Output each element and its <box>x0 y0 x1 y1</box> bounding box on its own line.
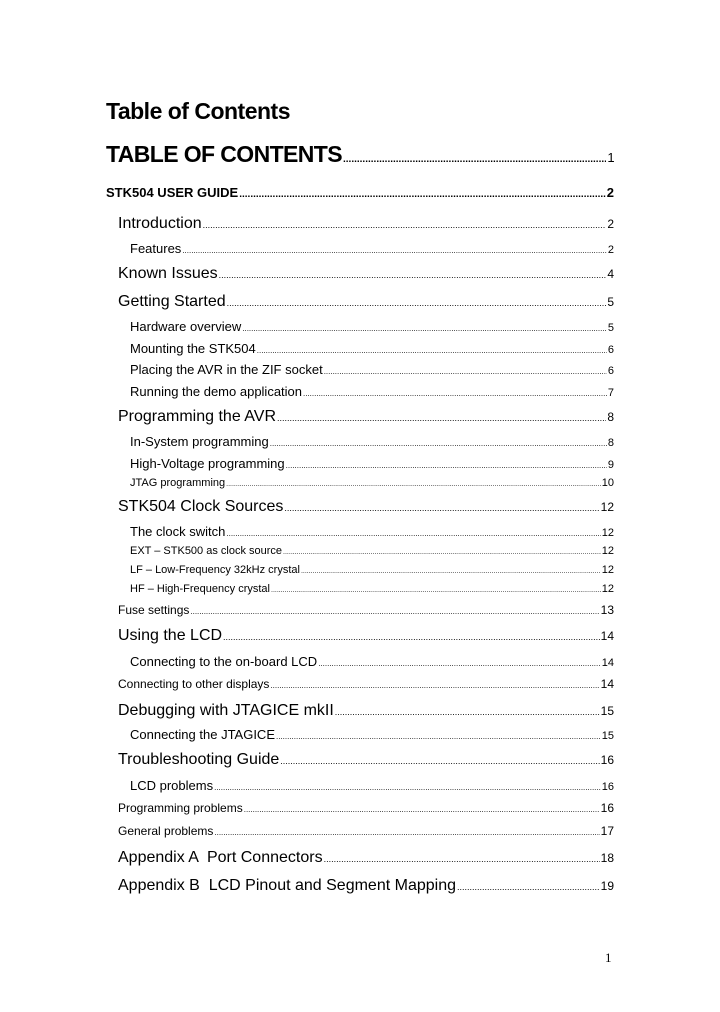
toc-entry-page: 19 <box>600 879 614 893</box>
toc-leader-dots <box>223 627 600 645</box>
toc-entry-label: STK504 USER GUIDE <box>106 185 239 200</box>
toc-entry-page: 6 <box>607 344 614 356</box>
toc-entry-appendix-a[interactable] <box>118 849 614 867</box>
toc-entry-running-the-demo[interactable] <box>130 384 614 399</box>
toc-entry-page: 16 <box>600 801 614 815</box>
toc-entry-label: Appendix B LCD Pinout and Segment Mapping <box>118 877 456 894</box>
toc-entry-page: 18 <box>600 851 614 865</box>
toc-leader-dots <box>303 384 607 399</box>
toc-entry-label: Known Issues <box>118 265 218 282</box>
page-number: 1 <box>605 950 612 965</box>
toc-entry-label: General problems <box>118 824 214 838</box>
toc-entry-label: Running the demo application <box>130 384 303 399</box>
toc-leader-dots <box>271 583 601 595</box>
toc-entry-page: 7 <box>607 387 614 399</box>
toc-entry-page: 12 <box>601 564 614 576</box>
toc-entry-page: 14 <box>601 657 614 669</box>
toc-entry-label: STK504 Clock Sources <box>118 498 284 515</box>
toc-entry-page: 5 <box>607 295 614 309</box>
toc-leader-dots <box>283 545 601 557</box>
toc-entry-getting-started[interactable] <box>118 293 614 311</box>
toc-entry-page: 12 <box>600 500 614 514</box>
toc-leader-dots <box>286 456 607 471</box>
toc-entry-general-problems[interactable] <box>118 824 614 838</box>
toc-entry-label: Mounting the STK504 <box>130 341 256 356</box>
toc-entry-introduction[interactable] <box>118 215 614 233</box>
toc-entry-table-of-contents[interactable] <box>106 141 614 168</box>
toc-leader-dots <box>270 677 599 691</box>
toc-entry-page: 1 <box>607 150 614 165</box>
toc-entry-lcd-problems[interactable] <box>130 778 614 793</box>
toc-entry-programming-problems[interactable] <box>118 801 614 815</box>
toc-leader-dots <box>244 801 600 815</box>
toc-entry-page: 17 <box>600 824 614 838</box>
toc-entry-label: Hardware overview <box>130 319 242 334</box>
toc-entry-debugging-jtagice[interactable] <box>118 702 614 720</box>
toc-entry-page: 14 <box>600 677 614 691</box>
toc-entry-page: 2 <box>607 217 614 231</box>
toc-entry-label: Connecting the JTAGICE <box>130 727 275 742</box>
toc-leader-dots <box>203 215 607 233</box>
toc-entry-connecting-onboard-lcd[interactable] <box>130 654 614 669</box>
toc-leader-dots <box>276 727 601 742</box>
toc-entry-hardware-overview[interactable] <box>130 319 614 334</box>
toc-entry-label: Introduction <box>118 215 202 232</box>
toc-leader-dots <box>227 293 607 311</box>
toc-entry-page: 16 <box>601 781 614 793</box>
toc-entry-programming-the-avr[interactable] <box>118 408 614 426</box>
toc-entry-connecting-the-jtagice[interactable] <box>130 727 614 742</box>
toc-entry-in-system-programming[interactable] <box>130 434 614 449</box>
toc-leader-dots <box>280 751 599 769</box>
toc-entry-page: 10 <box>601 477 614 489</box>
toc-entry-jtag-programming[interactable] <box>130 477 614 489</box>
toc-entry-label: In-System programming <box>130 434 269 449</box>
toc-leader-dots <box>242 319 607 334</box>
toc-entry-ext-clock[interactable] <box>130 545 614 557</box>
toc-entry-page: 12 <box>601 527 614 539</box>
toc-entry-label: Getting Started <box>118 293 226 310</box>
toc-leader-dots <box>190 603 599 617</box>
toc-leader-dots <box>457 877 600 895</box>
toc-entry-label: HF – High-Frequency crystal <box>130 583 270 595</box>
toc-entry-page: 4 <box>607 267 614 281</box>
toc-leader-dots <box>324 849 600 867</box>
toc-entry-label: The clock switch <box>130 524 226 539</box>
toc-entry-label: Programming problems <box>118 801 243 815</box>
toc-leader-dots <box>257 341 607 356</box>
toc-leader-dots <box>182 241 607 256</box>
toc-entry-page: 2 <box>607 244 614 256</box>
toc-entry-label: Debugging with JTAGICE mkII <box>118 702 334 719</box>
toc-entry-label: Connecting to the on-board LCD <box>130 654 318 669</box>
toc-entry-placing-the-avr[interactable] <box>130 362 614 377</box>
toc-entry-label: Placing the AVR in the ZIF socket <box>130 362 323 377</box>
toc-entry-page: 9 <box>607 459 614 471</box>
toc-leader-dots <box>239 185 606 200</box>
toc-leader-dots <box>343 141 606 168</box>
toc-leader-dots <box>226 477 601 489</box>
toc-entry-stk504-clock-sources[interactable] <box>118 498 614 516</box>
toc-entry-hf-crystal[interactable] <box>130 583 614 595</box>
toc-entry-page: 12 <box>601 583 614 595</box>
toc-entry-fuse-settings[interactable] <box>118 603 614 617</box>
toc-entry-connecting-other-displays[interactable] <box>118 677 614 691</box>
toc-leader-dots <box>270 434 607 449</box>
toc-entry-the-clock-switch[interactable] <box>130 524 614 539</box>
toc-entry-known-issues[interactable] <box>118 265 614 283</box>
toc-leader-dots <box>226 524 600 539</box>
toc-entry-mounting-the-stk504[interactable] <box>130 341 614 356</box>
toc-leader-dots <box>214 778 601 793</box>
toc-entry-troubleshooting-guide[interactable] <box>118 751 614 769</box>
toc-entry-label: LCD problems <box>130 778 214 793</box>
toc-entry-label: EXT – STK500 as clock source <box>130 545 283 557</box>
toc-entry-appendix-b[interactable] <box>118 877 614 895</box>
toc-leader-dots <box>277 408 606 426</box>
toc-entry-page: 16 <box>600 753 614 767</box>
toc-entry-page: 6 <box>607 365 614 377</box>
toc-entry-page: 15 <box>601 730 614 742</box>
page-title: Table of Contents <box>106 98 291 124</box>
toc-entry-label: High-Voltage programming <box>130 456 285 471</box>
toc-entry-stk504-user-guide[interactable] <box>106 185 614 200</box>
toc-leader-dots <box>335 702 600 720</box>
toc-entry-label: Using the LCD <box>118 627 223 644</box>
toc-leader-dots <box>214 824 599 838</box>
toc-entry-label: TABLE OF CONTENTS <box>106 141 342 167</box>
toc-entry-page: 14 <box>600 629 614 643</box>
toc-entry-page: 5 <box>607 322 614 334</box>
toc-leader-dots <box>301 564 601 576</box>
toc-entry-label: Features <box>130 241 182 256</box>
toc-entry-label: JTAG programming <box>130 477 226 489</box>
toc-entry-label: Fuse settings <box>118 603 190 617</box>
toc-leader-dots <box>284 498 599 516</box>
toc-entry-high-voltage-programming[interactable] <box>130 456 614 471</box>
toc-entry-page: 12 <box>601 545 614 557</box>
toc-entry-label: Appendix A Port Connectors <box>118 849 323 866</box>
toc-entry-page: 2 <box>606 185 614 200</box>
toc-entry-page: 13 <box>600 603 614 617</box>
toc-entry-label: LF – Low-Frequency 32kHz crystal <box>130 564 300 576</box>
toc-entry-features[interactable] <box>130 241 614 256</box>
toc-leader-dots <box>318 654 601 669</box>
toc-entry-page: 15 <box>600 704 614 718</box>
toc-entry-lf-crystal[interactable] <box>130 564 614 576</box>
toc-entry-page: 8 <box>607 410 614 424</box>
toc-leader-dots <box>324 362 607 377</box>
toc-entry-label: Programming the AVR <box>118 408 276 425</box>
toc-leader-dots <box>219 265 607 283</box>
toc-entry-label: Troubleshooting Guide <box>118 751 280 768</box>
toc-entry-page: 8 <box>607 437 614 449</box>
toc-entry-using-the-lcd[interactable] <box>118 627 614 645</box>
toc-entry-label: Connecting to other displays <box>118 677 270 691</box>
